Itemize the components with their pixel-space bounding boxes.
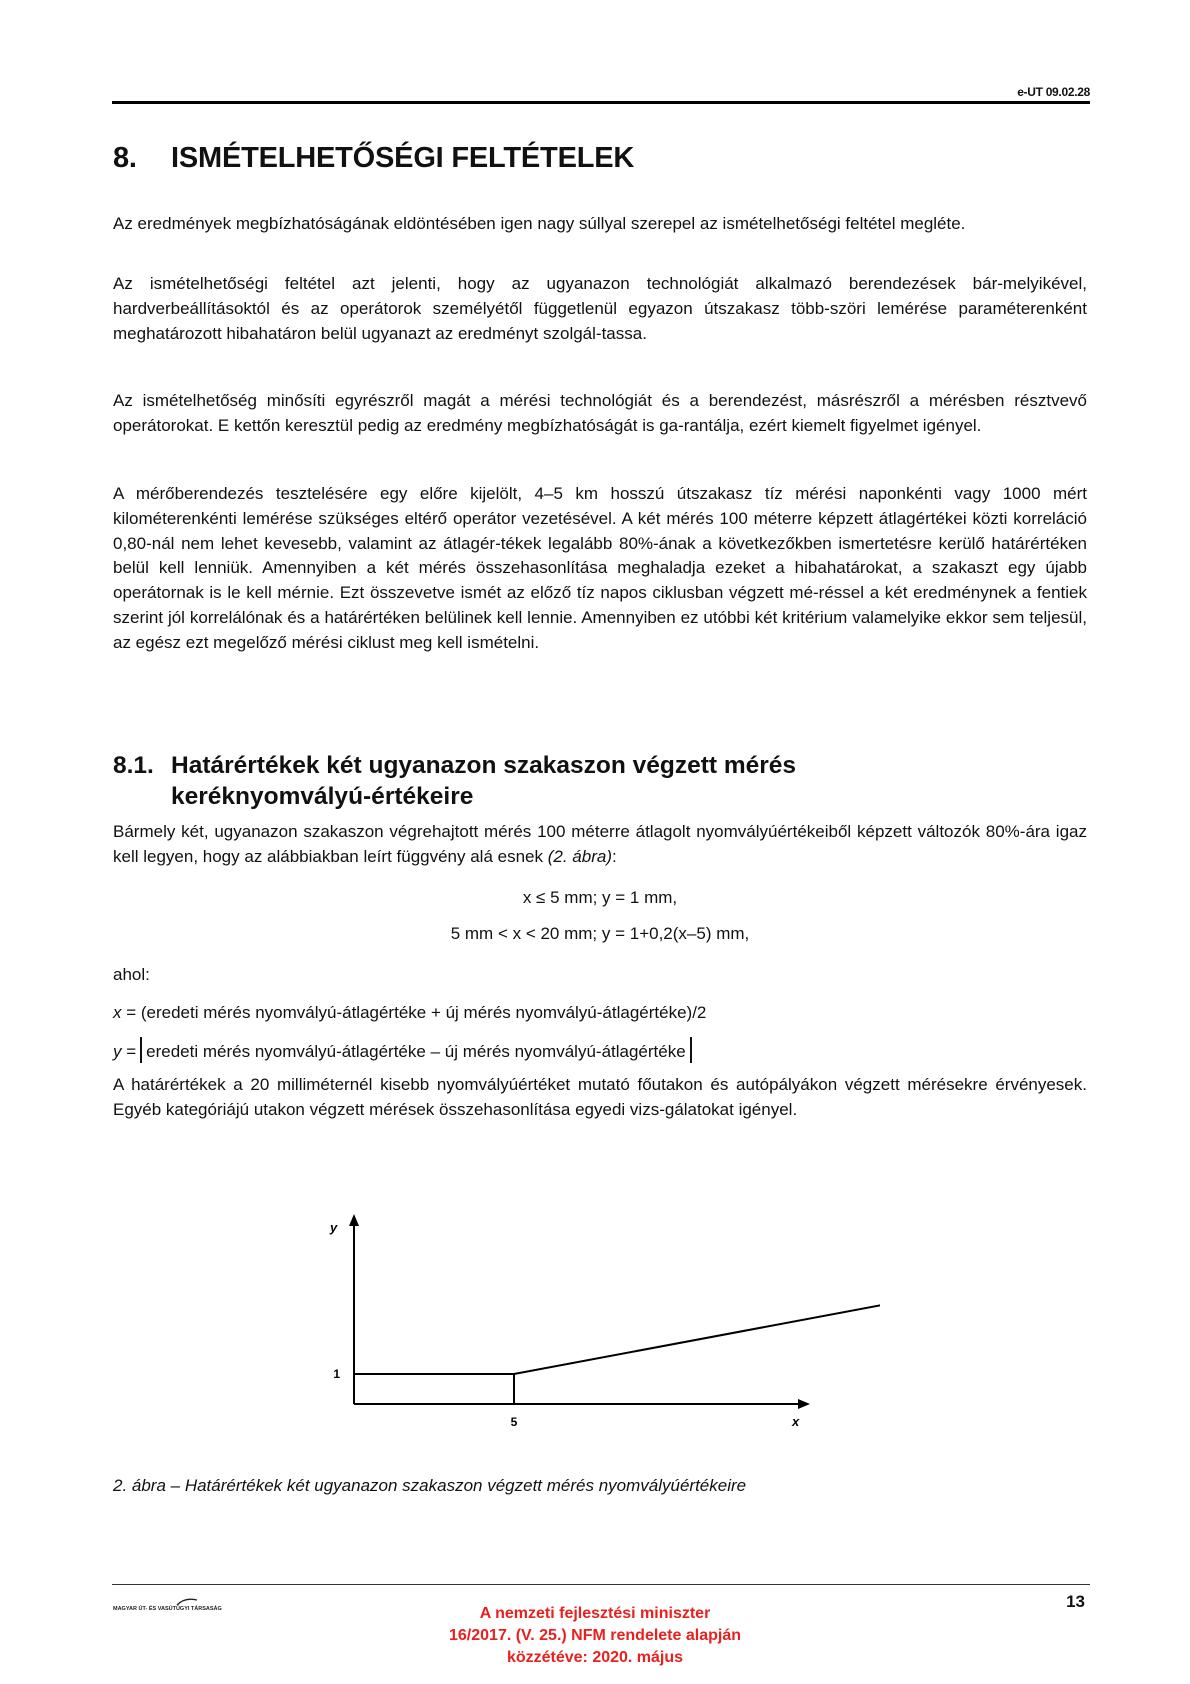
abs-bar-left [140, 1037, 142, 1063]
paragraph-2: Az ismételhetőségi feltétel azt jelenti, hogy az ugyanazon technológiát alkalmazó berendezések bár-melyikével, hardverbeállításoktól és az operátorok személyétől függetlenül egyazon útszakasz több-szöri lemérése paraméterenként meghatározott hibahatáron belül ugyanazt az eredményt szolgál-tassa. [113, 274, 1087, 343]
publisher-logo [113, 1597, 263, 1613]
y-axis-arrow [349, 1214, 359, 1226]
y-variable: y [113, 1042, 122, 1061]
where-label: ahol: [113, 965, 150, 984]
formula-1: x ≤ 5 mm; y = 1 mm, [522, 888, 678, 907]
paragraph-3: Az ismételhetőség minősíti egyrészről magát a mérési technológiát és a berendezést, másrészről a mérésben résztvevő operátorokat. E kettőn keresztül pedig az eredmény megbízhatóságát is ga-rantálja, ezért kiemelt figyelmet igényel. [113, 391, 1087, 435]
section-number: 8. [113, 142, 137, 174]
subsection-title-line1: Határértékek két ugyanazon szakaszon végzett mérés [171, 752, 797, 779]
subsection-number: 8.1. [113, 752, 154, 779]
document-code: e-UT 09.02.28 [1017, 85, 1090, 99]
intro-text: Bármely két, ugyanazon szakaszon végrehajtott mérés 100 méterre átlagolt nyomvályúértékeiből képzett változók 80%-ára igaz kell legyen, hogy az alábbiakban leírt függvény alá esnek [113, 822, 1087, 866]
section-title: ISMÉTELHETŐSÉGI FELTÉTELEK [171, 142, 635, 174]
note-line-2: 16/2017. (V. 25.) NFM rendelete alapján [449, 1627, 741, 1644]
y-equals: = [121, 1042, 137, 1061]
abs-bar-right [690, 1037, 692, 1063]
page-number: 13 [1066, 1592, 1085, 1611]
header-rule [112, 101, 1090, 104]
intro-end: : [612, 846, 617, 866]
note-line-3: közzétéve: 2020. május [506, 1649, 684, 1666]
x-definition-text: = (eredeti mérés nyomvályú-átlagértéke + új mérés nyomvályú-átlagértéke)/2 [121, 1003, 707, 1022]
y-definition-text: eredeti mérés nyomvályú-átlagértéke – új mérés nyomvályú-átlagértéke [146, 1042, 686, 1061]
x-variable: x [113, 1003, 122, 1022]
paragraph-1: Az eredmények megbízhatóságának eldöntésében igen nagy súllyal szerepel az ismételhetőségi feltétel megléte. [113, 214, 966, 233]
x-tick-label-5: 5 [510, 1415, 518, 1429]
x-axis-label: x [792, 1414, 800, 1429]
paragraph-4: A mérőberendezés tesztelésére egy előre kijelölt, 4–5 km hosszú útszakasz tíz mérési naponkénti vagy 1000 mért kilométerenkénti lemérése szükséges eltérő operátor vezetésével. A két mérés 100 méterre képzett átlagértékei közti korreláció 0,80-nál nem lehet kevesebb, valamint az átlagér-tékek legalább 80%-ának a következőkben ismertetésre kerülő határértéken belül kell lenniük. Amennyiben a két mérés összehasonlítása meghaladja ezeket a hibahatárokat, a szakaszt egy újabb operátornak is le kell mérnie. Ezt összevetve ismét az előző tíz napos ciklusban végzett mé-réssel a két eredménynek a fentiek szerint jól korrelálónak és a határértéken belülinek kell lennie. Amennyiben ez utóbbi két kritérium valamelyike ekkor sem teljesül, az egész ezt megelőző mérési ciklust meg kell ismételni. [113, 484, 1087, 652]
footer-rule [112, 1584, 1090, 1585]
logo-text: MAGYAR ÚT- ÉS VASÚTÜGYI TÁRSASÁG [113, 1606, 222, 1612]
limit-chart [320, 1190, 880, 1460]
subsection-title-line2: keréknyomvályú-értékeire [171, 783, 474, 810]
section-heading [113, 142, 634, 175]
subsection-intro [113, 820, 1087, 870]
limit-function-line [354, 1284, 880, 1374]
y-tick-label-1: 1 [333, 1367, 340, 1381]
formula-2: 5 mm < x < 20 mm; y = 1+0,2(x–5) mm, [450, 924, 750, 943]
y-axis-label: y [330, 1220, 338, 1235]
x-axis-arrow [798, 1399, 810, 1409]
publication-note [395, 1603, 795, 1669]
closing-paragraph: A határértékek a 20 milliméternél kisebb nyomvályúértéket mutató főutakon és autópályákon végzett mérésekre érvényesek. Egyéb kategóriájú utakon végzett mérések összehasonlítása egyedi vizs-gálatokat igényel. [113, 1075, 1087, 1119]
y-definition [113, 1037, 696, 1064]
note-line-1: A nemzeti fejlesztési miniszter [479, 1605, 711, 1622]
figure-reference: (2. ábra) [547, 846, 612, 866]
subsection-heading [113, 750, 1093, 812]
x-definition [113, 1001, 706, 1025]
figure-caption: 2. ábra – Határértékek két ugyanazon szakaszon végzett mérés nyomvályúértékeire [113, 1476, 747, 1495]
